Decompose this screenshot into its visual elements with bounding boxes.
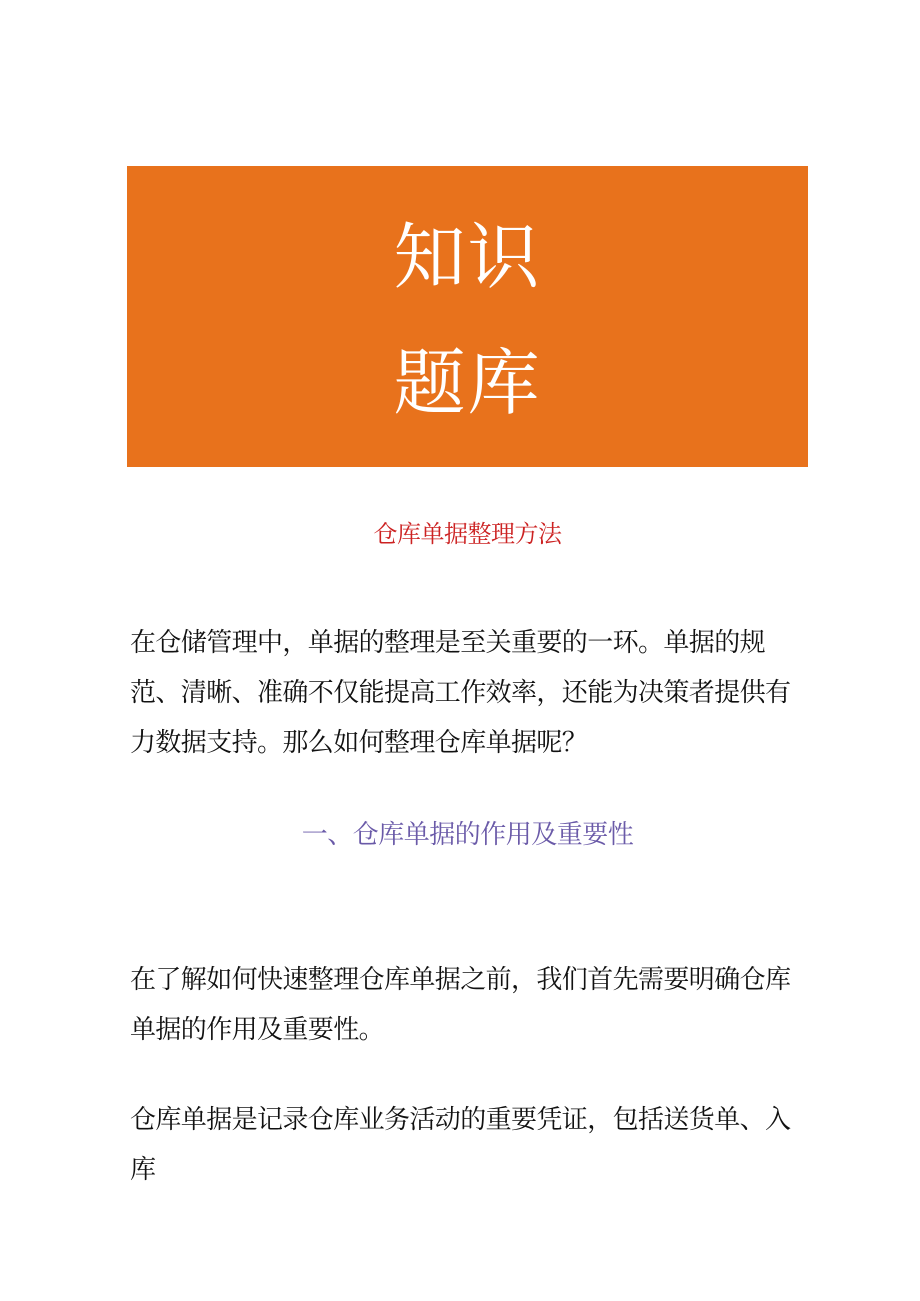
banner-line-1: 知识 bbox=[393, 214, 542, 299]
section-heading-1: 一、仓库单据的作用及重要性 bbox=[301, 820, 634, 850]
intro-paragraph: 在仓储管理中，单据的整理是至关重要的一环。单据的规范、清晰、准确不仅能提高工作效率，还能为决策者提供有力数据支持。那么如何整理仓库单据呢？ bbox=[130, 628, 791, 758]
section-1-paragraph-2: 仓库单据是记录仓库业务活动的重要凭证，包括送货单、入库 bbox=[130, 1105, 791, 1185]
cover-banner bbox=[127, 166, 808, 467]
section-1-paragraph-1: 在了解如何快速整理仓库单据之前，我们首先需要明确仓库单据的作用及重要性。 bbox=[130, 965, 791, 1045]
document-title: 仓库单据整理方法 bbox=[373, 520, 562, 548]
banner-line-2: 题库 bbox=[393, 340, 542, 425]
